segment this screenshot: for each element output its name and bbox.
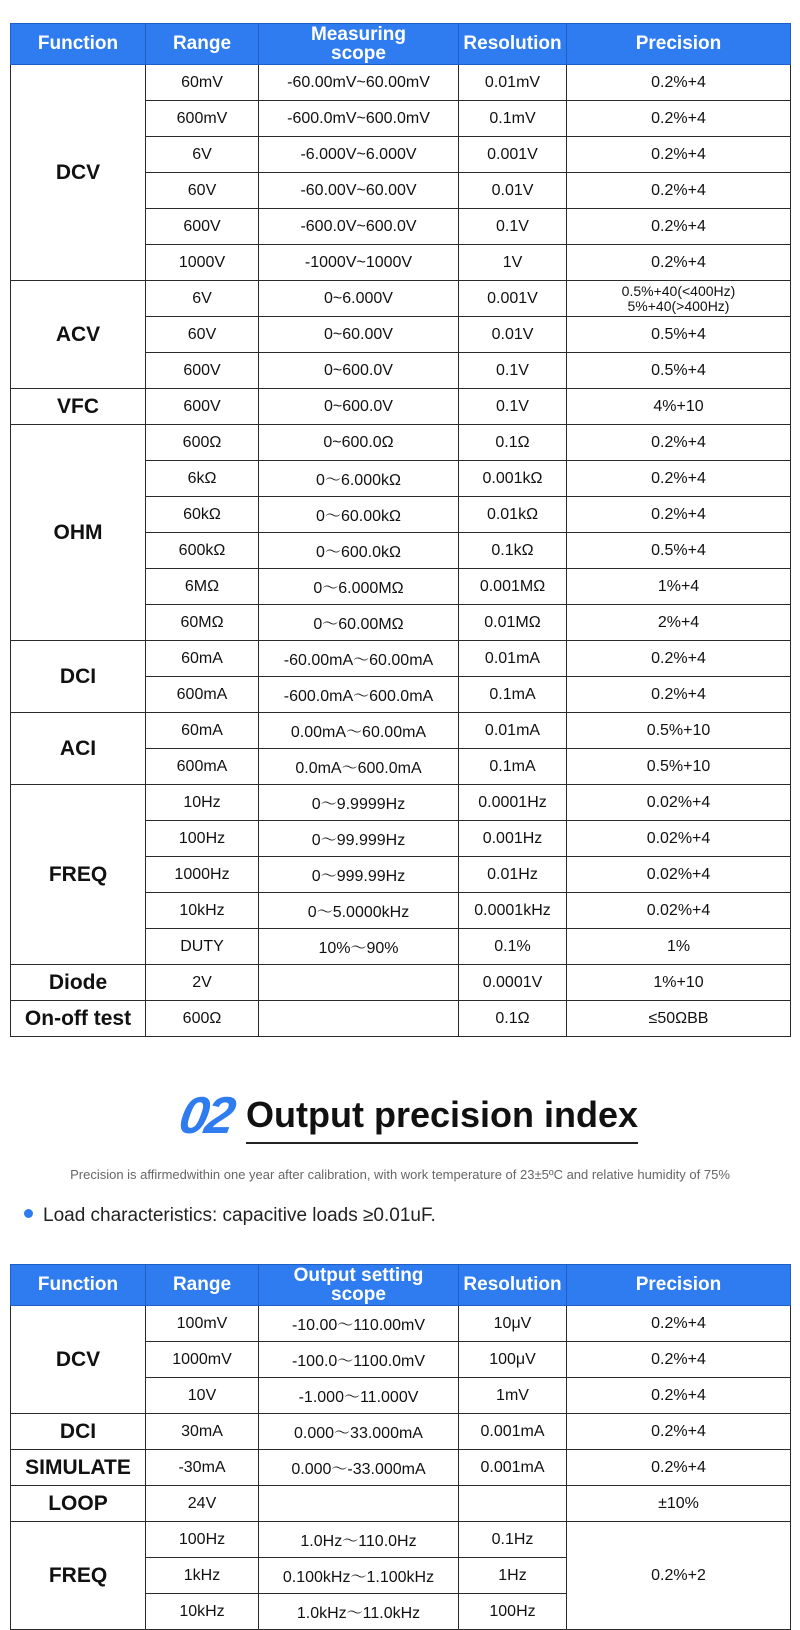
resolution-cell: 0.001V bbox=[459, 137, 567, 173]
header-scope-line1: Output setting bbox=[293, 1265, 424, 1286]
scope-cell: -600.0mA～600.0mA bbox=[259, 677, 459, 713]
scope-cell: 0~600.0Ω bbox=[259, 425, 459, 461]
resolution-cell: 0.0001Hz bbox=[459, 785, 567, 821]
resolution-cell: 0.1Ω bbox=[459, 1001, 567, 1037]
header-resolution: Resolution bbox=[459, 24, 567, 65]
scope-cell: 1.0Hz～110.0Hz bbox=[259, 1522, 459, 1558]
precision-cell: 0.2%+4 bbox=[567, 1342, 791, 1378]
output-spec-table bbox=[10, 1264, 791, 1630]
range-cell: 2V bbox=[146, 965, 259, 1001]
precision-cell: 0.5%+4 bbox=[567, 317, 791, 353]
scope-cell: -6.000V~6.000V bbox=[259, 137, 459, 173]
function-cell-aci: ACI bbox=[11, 713, 146, 785]
scope-cell: 0.000～33.000mA bbox=[259, 1414, 459, 1450]
scope-cell bbox=[259, 1001, 459, 1037]
precision-line1: 0.5%+40(<400Hz) bbox=[621, 282, 736, 299]
scope-cell: 0～99.999Hz bbox=[259, 821, 459, 857]
range-cell: 100Hz bbox=[146, 1522, 259, 1558]
precision-cell: 1% bbox=[567, 929, 791, 965]
table-row bbox=[11, 65, 791, 101]
section-title: Output precision index bbox=[246, 1094, 639, 1135]
scope-cell: -600.0V~600.0V bbox=[259, 209, 459, 245]
scope-cell: 0~60.00V bbox=[259, 317, 459, 353]
range-cell: 24V bbox=[146, 1486, 259, 1522]
range-cell: 600V bbox=[146, 353, 259, 389]
function-cell-simulate: SIMULATE bbox=[11, 1450, 146, 1486]
scope-cell bbox=[259, 1486, 459, 1522]
scope-cell: 10%～90% bbox=[259, 929, 459, 965]
precision-cell: 0.2%+4 bbox=[567, 641, 791, 677]
resolution-cell: 100Hz bbox=[459, 1594, 567, 1630]
resolution-cell: 0.1mA bbox=[459, 749, 567, 785]
header-function: Function bbox=[11, 24, 146, 65]
precision-cell: 0.2%+4 bbox=[567, 173, 791, 209]
range-cell: 60V bbox=[146, 317, 259, 353]
resolution-cell: 0.1Hz bbox=[459, 1522, 567, 1558]
resolution-cell: 0.01mA bbox=[459, 641, 567, 677]
precision-cell: 0.2%+4 bbox=[567, 461, 791, 497]
function-cell-dcv: DCV bbox=[11, 1306, 146, 1414]
precision-cell: 0.02%+4 bbox=[567, 821, 791, 857]
range-cell: 60mA bbox=[146, 713, 259, 749]
scope-cell: 0~6.000V bbox=[259, 281, 459, 317]
table-header-row bbox=[11, 24, 791, 65]
precision-cell: 0.2%+4 bbox=[567, 497, 791, 533]
table-row bbox=[11, 1522, 791, 1558]
precision-line2: 5%+40(>400Hz) bbox=[627, 297, 730, 314]
scope-cell: 0.000～-33.000mA bbox=[259, 1450, 459, 1486]
resolution-cell: 0.001mA bbox=[459, 1414, 567, 1450]
range-cell: 600kΩ bbox=[146, 533, 259, 569]
precision-cell: 0.5%+4 bbox=[567, 533, 791, 569]
resolution-cell: 0.001mA bbox=[459, 1450, 567, 1486]
precision-cell: 0.2%+4 bbox=[567, 65, 791, 101]
range-cell: 6V bbox=[146, 137, 259, 173]
range-cell: 10Hz bbox=[146, 785, 259, 821]
precision-cell: 0.2%+4 bbox=[567, 1450, 791, 1486]
range-cell: 600Ω bbox=[146, 1001, 259, 1037]
header-scope-line2: scope bbox=[331, 43, 386, 64]
range-cell: 60kΩ bbox=[146, 497, 259, 533]
scope-cell: 0～600.0kΩ bbox=[259, 533, 459, 569]
scope-cell: 0～6.000MΩ bbox=[259, 569, 459, 605]
load-characteristics-item bbox=[24, 1205, 436, 1227]
precision-cell: 1%+10 bbox=[567, 965, 791, 1001]
precision-cell: 1%+4 bbox=[567, 569, 791, 605]
resolution-cell: 0.001MΩ bbox=[459, 569, 567, 605]
precision-cell: 0.2%+4 bbox=[567, 101, 791, 137]
precision-cell: 0.5%+10 bbox=[567, 713, 791, 749]
table-row bbox=[11, 713, 791, 749]
header-function: Function bbox=[11, 1265, 146, 1306]
range-cell: 60V bbox=[146, 173, 259, 209]
range-cell: 600mA bbox=[146, 749, 259, 785]
header-precision: Precision bbox=[567, 24, 791, 65]
scope-cell: -60.00V~60.00V bbox=[259, 173, 459, 209]
resolution-cell: 0.1V bbox=[459, 389, 567, 425]
function-cell-freq: FREQ bbox=[11, 785, 146, 965]
function-cell-dci: DCI bbox=[11, 641, 146, 713]
load-characteristics-text: Load characteristics: capacitive loads ≥0.01uF. bbox=[43, 1205, 436, 1226]
precision-cell: 0.02%+4 bbox=[567, 785, 791, 821]
resolution-cell: 0.001V bbox=[459, 281, 567, 317]
resolution-cell: 0.01mA bbox=[459, 713, 567, 749]
table-row bbox=[11, 965, 791, 1001]
resolution-cell: 0.01V bbox=[459, 173, 567, 209]
resolution-cell: 0.01mV bbox=[459, 65, 567, 101]
resolution-cell: 0.01kΩ bbox=[459, 497, 567, 533]
function-cell-vfc: VFC bbox=[11, 389, 146, 425]
scope-cell: 0～6.000kΩ bbox=[259, 461, 459, 497]
function-cell-loop: LOOP bbox=[11, 1486, 146, 1522]
header-resolution: Resolution bbox=[459, 1265, 567, 1306]
function-cell-onoff: On-off test bbox=[11, 1001, 146, 1037]
resolution-cell: 0.0001kHz bbox=[459, 893, 567, 929]
range-cell: 10kHz bbox=[146, 893, 259, 929]
range-cell: 100Hz bbox=[146, 821, 259, 857]
precision-cell: 0.2%+4 bbox=[567, 245, 791, 281]
range-cell: 10kHz bbox=[146, 1594, 259, 1630]
resolution-cell: 1Hz bbox=[459, 1558, 567, 1594]
scope-cell: 0～60.00kΩ bbox=[259, 497, 459, 533]
range-cell: 600mV bbox=[146, 101, 259, 137]
scope-cell: 1.0kHz～11.0kHz bbox=[259, 1594, 459, 1630]
table-row bbox=[11, 425, 791, 461]
scope-cell: -1000V~1000V bbox=[259, 245, 459, 281]
range-cell: DUTY bbox=[146, 929, 259, 965]
range-cell: 1000Hz bbox=[146, 857, 259, 893]
range-cell: 1000V bbox=[146, 245, 259, 281]
resolution-cell: 1mV bbox=[459, 1378, 567, 1414]
resolution-cell bbox=[459, 1486, 567, 1522]
resolution-cell: 0.001Hz bbox=[459, 821, 567, 857]
range-cell: 6V bbox=[146, 281, 259, 317]
range-cell: 60MΩ bbox=[146, 605, 259, 641]
function-cell-dci: DCI bbox=[11, 1414, 146, 1450]
scope-cell: 0～999.99Hz bbox=[259, 857, 459, 893]
precision-cell: ±10% bbox=[567, 1486, 791, 1522]
table-row bbox=[11, 1414, 791, 1450]
scope-cell bbox=[259, 965, 459, 1001]
function-cell-dcv: DCV bbox=[11, 65, 146, 281]
scope-cell: 0～60.00MΩ bbox=[259, 605, 459, 641]
range-cell: 10V bbox=[146, 1378, 259, 1414]
section-underline bbox=[246, 1142, 638, 1144]
resolution-cell: 0.0001V bbox=[459, 965, 567, 1001]
scope-cell: -60.00mA～60.00mA bbox=[259, 641, 459, 677]
resolution-cell: 0.001kΩ bbox=[459, 461, 567, 497]
scope-cell: -10.00～110.00mV bbox=[259, 1306, 459, 1342]
range-cell: 1000mV bbox=[146, 1342, 259, 1378]
scope-cell: 0~600.0V bbox=[259, 353, 459, 389]
resolution-cell: 0.1kΩ bbox=[459, 533, 567, 569]
header-range: Range bbox=[146, 1265, 259, 1306]
bullet-dot-icon bbox=[24, 1209, 33, 1218]
header-scope-line2: scope bbox=[331, 1284, 386, 1305]
resolution-cell: 0.01Hz bbox=[459, 857, 567, 893]
precision-cell: 4%+10 bbox=[567, 389, 791, 425]
range-cell: 6MΩ bbox=[146, 569, 259, 605]
table-row bbox=[11, 641, 791, 677]
measuring-spec-table bbox=[10, 23, 791, 1037]
scope-cell: 0.0mA～600.0mA bbox=[259, 749, 459, 785]
header-scope-line1: Measuring bbox=[310, 24, 407, 45]
precision-cell: 0.2%+4 bbox=[567, 1306, 791, 1342]
precision-cell: ≤50ΩBB bbox=[567, 1001, 791, 1037]
precision-cell: 0.2%+4 bbox=[567, 209, 791, 245]
function-cell-ohm: OHM bbox=[11, 425, 146, 641]
scope-cell: 0.100kHz～1.100kHz bbox=[259, 1558, 459, 1594]
resolution-cell: 10μV bbox=[459, 1306, 567, 1342]
precision-cell: 0.5%+4 bbox=[567, 353, 791, 389]
table-row bbox=[11, 785, 791, 821]
resolution-cell: 100μV bbox=[459, 1342, 567, 1378]
resolution-cell: 0.1V bbox=[459, 209, 567, 245]
scope-cell: -1.000～11.000V bbox=[259, 1378, 459, 1414]
precision-cell: 0.02%+4 bbox=[567, 893, 791, 929]
section-heading bbox=[174, 1086, 640, 1146]
header-scope bbox=[259, 24, 459, 65]
function-cell-freq: FREQ bbox=[11, 1522, 146, 1630]
range-cell: 600V bbox=[146, 389, 259, 425]
range-cell: 6kΩ bbox=[146, 461, 259, 497]
range-cell: 100mV bbox=[146, 1306, 259, 1342]
scope-cell: -60.00mV~60.00mV bbox=[259, 65, 459, 101]
range-cell: 600mA bbox=[146, 677, 259, 713]
range-cell: -30mA bbox=[146, 1450, 259, 1486]
table-row bbox=[11, 1486, 791, 1522]
precision-cell: 0.5%+10 bbox=[567, 749, 791, 785]
table-header-row bbox=[11, 1265, 791, 1306]
precision-cell: 0.2%+2 bbox=[567, 1522, 791, 1630]
header-precision: Precision bbox=[567, 1265, 791, 1306]
scope-cell: 0.00mA～60.00mA bbox=[259, 713, 459, 749]
precision-cell: 0.2%+4 bbox=[567, 677, 791, 713]
table-row bbox=[11, 389, 791, 425]
range-cell: 600V bbox=[146, 209, 259, 245]
range-cell: 60mV bbox=[146, 65, 259, 101]
precision-cell: 0.2%+4 bbox=[567, 137, 791, 173]
precision-cell: 0.2%+4 bbox=[567, 1378, 791, 1414]
table-row bbox=[11, 281, 791, 317]
function-cell-acv: ACV bbox=[11, 281, 146, 389]
resolution-cell: 0.1% bbox=[459, 929, 567, 965]
function-cell-diode: Diode bbox=[11, 965, 146, 1001]
resolution-cell: 0.1Ω bbox=[459, 425, 567, 461]
table-row bbox=[11, 1306, 791, 1342]
table-row bbox=[11, 1450, 791, 1486]
scope-cell: 0~600.0V bbox=[259, 389, 459, 425]
resolution-cell: 1V bbox=[459, 245, 567, 281]
range-cell: 1kHz bbox=[146, 1558, 259, 1594]
scope-cell: 0～9.9999Hz bbox=[259, 785, 459, 821]
resolution-cell: 0.01V bbox=[459, 317, 567, 353]
range-cell: 60mA bbox=[146, 641, 259, 677]
range-cell: 30mA bbox=[146, 1414, 259, 1450]
scope-cell: -100.0～1100.0mV bbox=[259, 1342, 459, 1378]
resolution-cell: 0.1mV bbox=[459, 101, 567, 137]
calibration-note: Precision is affirmedwithin one year after calibration, with work temperature of 23±5ºC and relative humidity of 75% bbox=[70, 1167, 730, 1182]
range-cell: 600Ω bbox=[146, 425, 259, 461]
section-number: 02 bbox=[174, 1087, 237, 1145]
precision-cell bbox=[567, 281, 791, 317]
resolution-cell: 0.1mA bbox=[459, 677, 567, 713]
header-range: Range bbox=[146, 24, 259, 65]
resolution-cell: 0.1V bbox=[459, 353, 567, 389]
precision-cell: 2%+4 bbox=[567, 605, 791, 641]
precision-cell: 0.2%+4 bbox=[567, 425, 791, 461]
scope-cell: -600.0mV~600.0mV bbox=[259, 101, 459, 137]
scope-cell: 0～5.0000kHz bbox=[259, 893, 459, 929]
precision-cell: 0.2%+4 bbox=[567, 1414, 791, 1450]
header-scope bbox=[259, 1265, 459, 1306]
resolution-cell: 0.01MΩ bbox=[459, 605, 567, 641]
table-row bbox=[11, 1001, 791, 1037]
precision-cell: 0.02%+4 bbox=[567, 857, 791, 893]
